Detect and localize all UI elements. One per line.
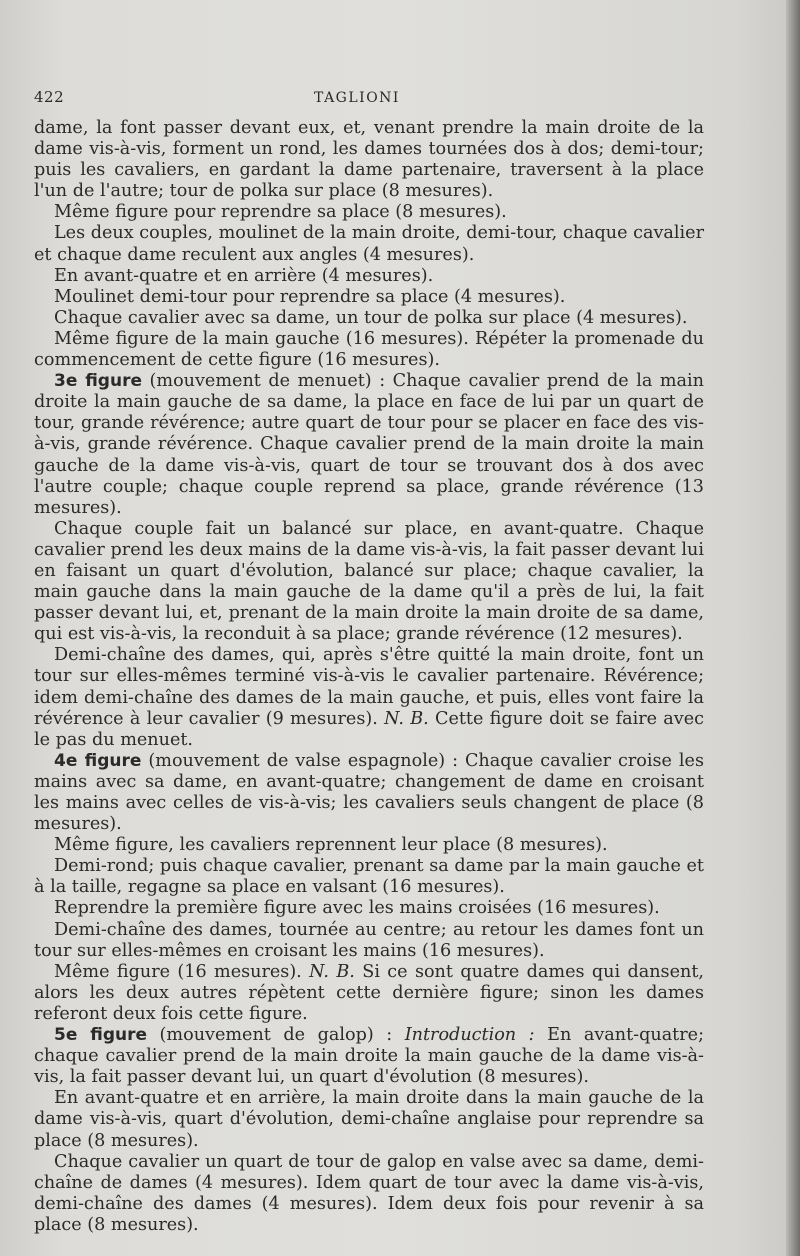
nota-bene-label: N. B. xyxy=(309,961,355,982)
paragraph-figure-3: 3e figure (mouvement de menuet) : Chaque cavalier prend de la main droite la main gauche de sa dame, la place en face de lui par un quart de tour, grande révérence; autre quart de tour pour se placer en face des vis-à-vis, grande révérence. Chaque cavalier prend de la main droite la main gauche de la dame vis-à-vis, quart de tour se trouvant dos à dos avec l'autre couple; chaque couple reprend sa place, grande révérence (13 mesures). xyxy=(34,371,705,518)
page-number: 422 xyxy=(34,88,65,106)
page-edge-shadow xyxy=(786,0,800,1256)
nota-bene-label: N. B. xyxy=(384,708,429,729)
body-text xyxy=(34,118,704,1236)
paragraph: Demi-chaîne des dames, tournée au centre; au retour les dames font un tour sur elles-mêmes en croisant les mains (16 mesures). xyxy=(34,919,704,961)
paragraph: Chaque couple fait un balancé sur place, en avant-quatre. Chaque cavalier prend les deux mains de la dame vis-à-vis, la fait passer devant lui en faisant un quart d'évolution, balancé sur place; chaque cavalier, la main gauche dans la main gauche de la dame qu'il a près de lui, la fait passer devant lui, et, prenant de la main droite la main droite de sa dame, qui est vis-à-vis, la reconduit à sa place; grande révérence (12 mesures). xyxy=(34,518,704,645)
paragraph: Chaque cavalier un quart de tour de galop en valse avec sa dame, demi-chaîne de dames (4 mesures). Idem quart de tour avec la dame vis-à-vis, demi-chaîne des dames (4 mesures). Idem deux fois pour revenir à sa place (8 mesures). xyxy=(34,1151,704,1235)
page-header xyxy=(34,88,704,106)
paragraph: Demi-chaîne des dames, qui, après s'être quitté la main droite, font un tour sur elles-mêmes terminé vis-à-vis le cavalier partenaire. Révérence; idem demi-chaîne des dames de la main gauche, et puis, elles vont faire la révérence à leur cavalier (9 mesures). N. B. Cette figure doit se faire avec le pas du menuet. xyxy=(34,645,704,750)
figure-title: 3e figure xyxy=(54,371,142,392)
paragraph: Même figure de la main gauche (16 mesures). Répéter la promenade du commencement de cette figure (16 mesures). xyxy=(34,328,704,371)
paragraph: Même figure (16 mesures). N. B. Si ce sont quatre dames qui dansent, alors les deux autres répètent cette dernière figure; sinon les dames referont deux fois cette figure. xyxy=(34,961,704,1024)
paragraph: Demi-rond; puis chaque cavalier, prenant sa dame par la main gauche et à la taille, regagne sa place en valsant (16 mesures). xyxy=(34,856,704,898)
introduction-label: Introduction : xyxy=(404,1025,535,1046)
paragraph: Les deux couples, moulinet de la main droite, demi-tour, chaque cavalier et chaque dame reculent aux angles (4 mesures). xyxy=(34,223,704,265)
paragraph: En avant-quatre et en arrière, la main droite dans la main gauche de la dame vis-à-vis, quart d'évolution, demi-chaîne anglaise pour reprendre sa place (8 mesures). xyxy=(34,1088,704,1151)
paragraph: Même figure, les cavaliers reprennent leur place (8 mesures). xyxy=(54,835,608,856)
paragraph-figure-5: 5e figure (mouvement de galop) : Introduction : En avant-quatre; chaque cavalier prend de la main droite la main gauche de la dame vis-à-vis, la fait passer devant lui, un quart d'évolution (8 mesures). xyxy=(34,1025,705,1088)
paragraph: dame, la font passer devant eux, et, venant prendre la main droite de la dame vis-à-vis, forment un rond, les dames tournées dos à dos; demi-tour; puis les cavaliers, en gardant la dame partenaire, traversent à la place l'un de l'autre; tour de polka sur place (8 mesures). xyxy=(34,118,704,202)
running-title: TAGLIONI xyxy=(314,90,400,106)
figure-title: 5e figure xyxy=(54,1025,148,1046)
figure-title: 4e figure xyxy=(54,750,142,771)
paragraph-figure-4: 4e figure (mouvement de valse espagnole) : Chaque cavalier croise les mains avec sa dame, en avant-quatre; changement de dame en croisant les mains avec celles de vis-à-vis; les cavaliers seuls changent de place (8 mesures). xyxy=(34,750,704,835)
paragraph: Chaque cavalier avec sa dame, un tour de polka sur place (4 mesures). xyxy=(54,307,688,328)
paragraph: Reprendre la première figure avec les mains croisées (16 mesures). xyxy=(54,898,660,919)
paragraph: Moulinet demi-tour pour reprendre sa place (4 mesures). xyxy=(54,286,566,307)
paragraph: En avant-quatre et en arrière (4 mesures). xyxy=(54,265,434,286)
paragraph: Même figure pour reprendre sa place (8 mesures). xyxy=(54,202,507,223)
